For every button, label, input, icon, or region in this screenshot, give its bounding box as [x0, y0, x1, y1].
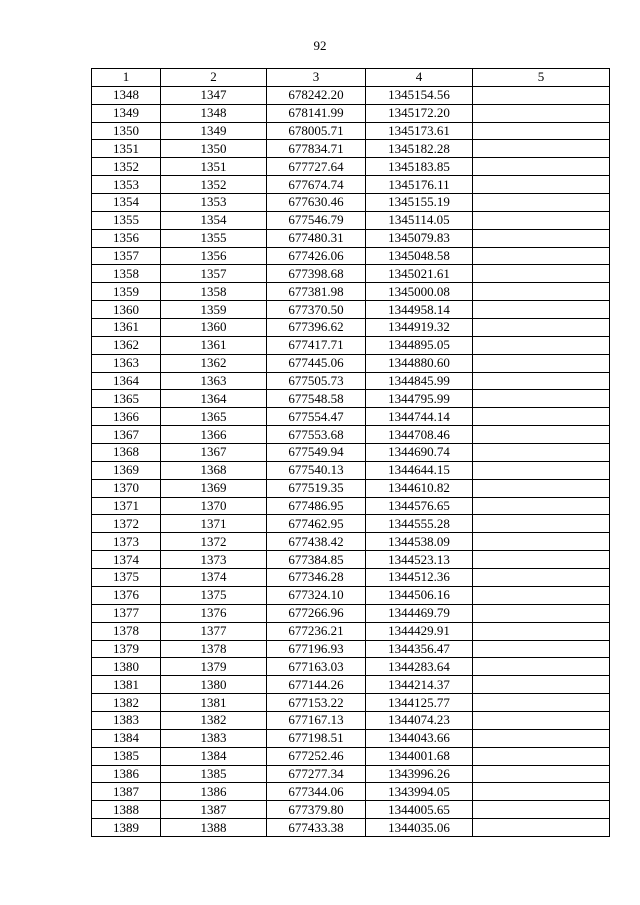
- table-cell-col-4: 1344001.68: [366, 747, 473, 765]
- table-cell-col-5: [473, 515, 610, 533]
- table-cell-col-4: 1345155.19: [366, 194, 473, 212]
- table-cell-col-3: 677144.26: [267, 676, 366, 694]
- table-row: [92, 604, 610, 622]
- table-cell-col-5: [473, 676, 610, 694]
- table-row: [92, 158, 610, 176]
- table-cell-col-1: 1388: [92, 801, 161, 819]
- table-row: [92, 819, 610, 837]
- table-cell-col-3: 677384.85: [267, 551, 366, 569]
- table-cell-col-4: 1344005.65: [366, 801, 473, 819]
- table-cell-col-2: 1358: [161, 283, 267, 301]
- table-cell-col-4: 1344744.14: [366, 408, 473, 426]
- table-cell-col-2: 1385: [161, 765, 267, 783]
- table-cell-col-3: 677554.47: [267, 408, 366, 426]
- table-cell-col-3: 677417.71: [267, 336, 366, 354]
- table-cell-col-3: 678242.20: [267, 86, 366, 104]
- table-cell-col-4: 1344708.46: [366, 426, 473, 444]
- table-row: [92, 140, 610, 158]
- table-cell-col-2: 1368: [161, 461, 267, 479]
- column-header-1: 1: [92, 69, 161, 87]
- table-cell-col-5: [473, 694, 610, 712]
- table-cell-col-3: 677196.93: [267, 640, 366, 658]
- table-cell-col-1: 1348: [92, 86, 161, 104]
- table-cell-col-1: 1373: [92, 533, 161, 551]
- table-cell-col-2: 1380: [161, 676, 267, 694]
- table-row: [92, 122, 610, 140]
- table-header-row: [92, 69, 610, 87]
- table-cell-col-2: 1367: [161, 444, 267, 462]
- table-cell-col-1: 1389: [92, 819, 161, 837]
- table-cell-col-4: 1345079.83: [366, 229, 473, 247]
- table-cell-col-2: 1383: [161, 729, 267, 747]
- table-cell-col-1: 1377: [92, 604, 161, 622]
- table-cell-col-2: 1379: [161, 658, 267, 676]
- table-cell-col-1: 1384: [92, 729, 161, 747]
- table-cell-col-5: [473, 390, 610, 408]
- table-cell-col-1: 1386: [92, 765, 161, 783]
- table-cell-col-2: 1376: [161, 604, 267, 622]
- table-cell-col-2: 1353: [161, 194, 267, 212]
- table-cell-col-1: 1357: [92, 247, 161, 265]
- table-cell-col-3: 677379.80: [267, 801, 366, 819]
- table-cell-col-1: 1354: [92, 194, 161, 212]
- table-cell-col-5: [473, 586, 610, 604]
- table-cell-col-1: 1362: [92, 336, 161, 354]
- table-cell-col-3: 677252.46: [267, 747, 366, 765]
- table-cell-col-5: [473, 265, 610, 283]
- table-cell-col-5: [473, 640, 610, 658]
- table-cell-col-3: 677344.06: [267, 783, 366, 801]
- column-header-2: 2: [161, 69, 267, 87]
- table-row: [92, 372, 610, 390]
- table-cell-col-3: 677324.10: [267, 586, 366, 604]
- table-cell-col-3: 677167.13: [267, 711, 366, 729]
- table-cell-col-2: 1374: [161, 569, 267, 587]
- table-row: [92, 640, 610, 658]
- table-cell-col-3: 677396.62: [267, 319, 366, 337]
- table-row: [92, 426, 610, 444]
- table-cell-col-3: 677674.74: [267, 176, 366, 194]
- table-cell-col-2: 1362: [161, 354, 267, 372]
- table-cell-col-5: [473, 479, 610, 497]
- table-cell-col-2: 1361: [161, 336, 267, 354]
- table-cell-col-5: [473, 604, 610, 622]
- table-cell-col-2: 1357: [161, 265, 267, 283]
- table-cell-col-4: 1343994.05: [366, 783, 473, 801]
- table-cell-col-2: 1350: [161, 140, 267, 158]
- table-cell-col-1: 1349: [92, 104, 161, 122]
- column-header-4: 4: [366, 69, 473, 87]
- table-cell-col-4: 1344429.91: [366, 622, 473, 640]
- table-cell-col-4: 1344644.15: [366, 461, 473, 479]
- table-cell-col-3: 677438.42: [267, 533, 366, 551]
- table-cell-col-1: 1371: [92, 497, 161, 515]
- table-cell-col-2: 1382: [161, 711, 267, 729]
- table-cell-col-2: 1355: [161, 229, 267, 247]
- table-cell-col-1: 1375: [92, 569, 161, 587]
- table-cell-col-2: 1373: [161, 551, 267, 569]
- table-cell-col-3: 677630.46: [267, 194, 366, 212]
- table-cell-col-5: [473, 497, 610, 515]
- table-cell-col-4: 1344469.79: [366, 604, 473, 622]
- table-row: [92, 729, 610, 747]
- table-cell-col-1: 1367: [92, 426, 161, 444]
- table-cell-col-2: 1365: [161, 408, 267, 426]
- table-cell-col-1: 1353: [92, 176, 161, 194]
- table-row: [92, 354, 610, 372]
- table-cell-col-3: 677486.95: [267, 497, 366, 515]
- table-cell-col-3: 677426.06: [267, 247, 366, 265]
- table-cell-col-1: 1356: [92, 229, 161, 247]
- column-header-3: 3: [267, 69, 366, 87]
- table-cell-col-1: 1374: [92, 551, 161, 569]
- table-cell-col-4: 1345154.56: [366, 86, 473, 104]
- table-cell-col-5: [473, 176, 610, 194]
- table-cell-col-1: 1381: [92, 676, 161, 694]
- table-row: [92, 783, 610, 801]
- table-cell-col-5: [473, 444, 610, 462]
- table-cell-col-4: 1344074.23: [366, 711, 473, 729]
- table-cell-col-3: 677540.13: [267, 461, 366, 479]
- table-cell-col-4: 1344610.82: [366, 479, 473, 497]
- table-row: [92, 194, 610, 212]
- table-cell-col-1: 1385: [92, 747, 161, 765]
- table-cell-col-2: 1356: [161, 247, 267, 265]
- table-cell-col-1: 1376: [92, 586, 161, 604]
- table-cell-col-2: 1375: [161, 586, 267, 604]
- table-row: [92, 176, 610, 194]
- table-cell-col-4: 1344125.77: [366, 694, 473, 712]
- table-row: [92, 283, 610, 301]
- table-cell-col-5: [473, 319, 610, 337]
- table-cell-col-2: 1378: [161, 640, 267, 658]
- table-cell-col-1: 1387: [92, 783, 161, 801]
- table-row: [92, 301, 610, 319]
- table-row: [92, 551, 610, 569]
- table-row: [92, 390, 610, 408]
- table-row: [92, 229, 610, 247]
- table-row: [92, 801, 610, 819]
- table-cell-col-5: [473, 372, 610, 390]
- table-row: [92, 444, 610, 462]
- table-cell-col-3: 677198.51: [267, 729, 366, 747]
- table-cell-col-1: 1366: [92, 408, 161, 426]
- table-row: [92, 104, 610, 122]
- table-cell-col-2: 1388: [161, 819, 267, 837]
- table-row: [92, 694, 610, 712]
- table-row: [92, 676, 610, 694]
- table-cell-col-4: 1344795.99: [366, 390, 473, 408]
- table-cell-col-4: 1344283.64: [366, 658, 473, 676]
- table-cell-col-4: 1345172.20: [366, 104, 473, 122]
- table-cell-col-2: 1386: [161, 783, 267, 801]
- table-cell-col-2: 1366: [161, 426, 267, 444]
- column-header-5: 5: [473, 69, 610, 87]
- table-row: [92, 319, 610, 337]
- table-cell-col-4: 1344958.14: [366, 301, 473, 319]
- table-cell-col-4: 1344895.05: [366, 336, 473, 354]
- table-cell-col-4: 1344845.99: [366, 372, 473, 390]
- table-cell-col-5: [473, 569, 610, 587]
- table-cell-col-2: 1347: [161, 86, 267, 104]
- table-cell-col-5: [473, 104, 610, 122]
- table-cell-col-1: 1369: [92, 461, 161, 479]
- table-row: [92, 497, 610, 515]
- table-cell-col-3: 677445.06: [267, 354, 366, 372]
- table-cell-col-4: 1345182.28: [366, 140, 473, 158]
- table-cell-col-1: 1379: [92, 640, 161, 658]
- table-cell-col-1: 1351: [92, 140, 161, 158]
- table-cell-col-1: 1360: [92, 301, 161, 319]
- table-cell-col-3: 677381.98: [267, 283, 366, 301]
- table-cell-col-3: 677546.79: [267, 211, 366, 229]
- table-row: [92, 533, 610, 551]
- table-cell-col-1: 1382: [92, 694, 161, 712]
- table-cell-col-3: 677236.21: [267, 622, 366, 640]
- table-cell-col-1: 1370: [92, 479, 161, 497]
- table-cell-col-1: 1363: [92, 354, 161, 372]
- table-cell-col-1: 1380: [92, 658, 161, 676]
- table-cell-col-3: 677553.68: [267, 426, 366, 444]
- table-row: [92, 86, 610, 104]
- table-cell-col-1: 1368: [92, 444, 161, 462]
- table-cell-col-4: 1345048.58: [366, 247, 473, 265]
- table-cell-col-5: [473, 283, 610, 301]
- table-cell-col-2: 1377: [161, 622, 267, 640]
- table-cell-col-2: 1381: [161, 694, 267, 712]
- table-cell-col-5: [473, 729, 610, 747]
- table-row: [92, 211, 610, 229]
- table-cell-col-2: 1354: [161, 211, 267, 229]
- table-cell-col-2: 1349: [161, 122, 267, 140]
- table-cell-col-4: 1344880.60: [366, 354, 473, 372]
- table-cell-col-1: 1378: [92, 622, 161, 640]
- table-cell-col-3: 677834.71: [267, 140, 366, 158]
- table-row: [92, 247, 610, 265]
- table-cell-col-5: [473, 783, 610, 801]
- coordinates-table: [91, 68, 610, 837]
- table-cell-col-4: 1344035.06: [366, 819, 473, 837]
- table-cell-col-5: [473, 158, 610, 176]
- table-cell-col-3: 678141.99: [267, 104, 366, 122]
- table-row: [92, 461, 610, 479]
- table-cell-col-1: 1355: [92, 211, 161, 229]
- table-cell-col-5: [473, 229, 610, 247]
- table-cell-col-5: [473, 622, 610, 640]
- table-cell-col-4: 1344506.16: [366, 586, 473, 604]
- table-cell-col-1: 1350: [92, 122, 161, 140]
- page-number: 92: [313, 38, 327, 53]
- table-cell-col-2: 1348: [161, 104, 267, 122]
- table-cell-col-3: 677519.35: [267, 479, 366, 497]
- table-cell-col-3: 677549.94: [267, 444, 366, 462]
- table-cell-col-4: 1344214.37: [366, 676, 473, 694]
- table-cell-col-3: 678005.71: [267, 122, 366, 140]
- table-row: [92, 479, 610, 497]
- table-cell-col-1: 1361: [92, 319, 161, 337]
- table-cell-col-5: [473, 354, 610, 372]
- table-cell-col-5: [473, 551, 610, 569]
- table-cell-col-5: [473, 211, 610, 229]
- table-cell-col-1: 1359: [92, 283, 161, 301]
- table-cell-col-4: 1344690.74: [366, 444, 473, 462]
- table-row: [92, 711, 610, 729]
- table-cell-col-2: 1351: [161, 158, 267, 176]
- table-cell-col-3: 677433.38: [267, 819, 366, 837]
- table-cell-col-4: 1344538.09: [366, 533, 473, 551]
- table-cell-col-4: 1345173.61: [366, 122, 473, 140]
- table-cell-col-4: 1344555.28: [366, 515, 473, 533]
- table-cell-col-5: [473, 408, 610, 426]
- table-cell-col-4: 1344043.66: [366, 729, 473, 747]
- table-cell-col-5: [473, 533, 610, 551]
- table-row: [92, 586, 610, 604]
- table-cell-col-1: 1358: [92, 265, 161, 283]
- table-cell-col-3: 677266.96: [267, 604, 366, 622]
- table-cell-col-2: 1352: [161, 176, 267, 194]
- table-row: [92, 765, 610, 783]
- table-cell-col-2: 1384: [161, 747, 267, 765]
- table-cell-col-4: 1345176.11: [366, 176, 473, 194]
- table-cell-col-5: [473, 461, 610, 479]
- table-cell-col-3: 677480.31: [267, 229, 366, 247]
- table-row: [92, 569, 610, 587]
- table-row: [92, 658, 610, 676]
- table-cell-col-2: 1387: [161, 801, 267, 819]
- table-cell-col-5: [473, 140, 610, 158]
- table-cell-col-2: 1363: [161, 372, 267, 390]
- table-cell-col-2: 1359: [161, 301, 267, 319]
- table-row: [92, 408, 610, 426]
- table-cell-col-2: 1369: [161, 479, 267, 497]
- table-cell-col-4: 1343996.26: [366, 765, 473, 783]
- table-cell-col-1: 1383: [92, 711, 161, 729]
- table-cell-col-3: 677163.03: [267, 658, 366, 676]
- table-row: [92, 622, 610, 640]
- table-cell-col-5: [473, 747, 610, 765]
- table-cell-col-1: 1364: [92, 372, 161, 390]
- table-cell-col-3: 677277.34: [267, 765, 366, 783]
- table-cell-col-2: 1364: [161, 390, 267, 408]
- table-cell-col-5: [473, 194, 610, 212]
- table-cell-col-2: 1370: [161, 497, 267, 515]
- table-cell-col-3: 677398.68: [267, 265, 366, 283]
- table-cell-col-4: 1344512.36: [366, 569, 473, 587]
- table-cell-col-4: 1345021.61: [366, 265, 473, 283]
- table-cell-col-5: [473, 336, 610, 354]
- table-cell-col-5: [473, 86, 610, 104]
- table-cell-col-5: [473, 426, 610, 444]
- table-cell-col-5: [473, 247, 610, 265]
- table-cell-col-5: [473, 658, 610, 676]
- table-body: [92, 86, 610, 836]
- table-cell-col-4: 1345114.05: [366, 211, 473, 229]
- table-cell-col-5: [473, 765, 610, 783]
- table-row: [92, 336, 610, 354]
- table-cell-col-1: 1372: [92, 515, 161, 533]
- table-cell-col-3: 677505.73: [267, 372, 366, 390]
- table-cell-col-4: 1344523.13: [366, 551, 473, 569]
- table-cell-col-2: 1371: [161, 515, 267, 533]
- table-cell-col-2: 1360: [161, 319, 267, 337]
- table-cell-col-4: 1345183.85: [366, 158, 473, 176]
- table-row: [92, 747, 610, 765]
- table-cell-col-5: [473, 301, 610, 319]
- table-cell-col-3: 677370.50: [267, 301, 366, 319]
- table-cell-col-4: 1345000.08: [366, 283, 473, 301]
- table-cell-col-3: 677153.22: [267, 694, 366, 712]
- table-cell-col-3: 677727.64: [267, 158, 366, 176]
- table-cell-col-5: [473, 819, 610, 837]
- table-row: [92, 265, 610, 283]
- table-cell-col-4: 1344576.65: [366, 497, 473, 515]
- table-cell-col-1: 1365: [92, 390, 161, 408]
- table-cell-col-3: 677548.58: [267, 390, 366, 408]
- table-cell-col-2: 1372: [161, 533, 267, 551]
- table-cell-col-5: [473, 122, 610, 140]
- table-cell-col-3: 677462.95: [267, 515, 366, 533]
- table-cell-col-4: 1344356.47: [366, 640, 473, 658]
- table-cell-col-3: 677346.28: [267, 569, 366, 587]
- table-cell-col-5: [473, 801, 610, 819]
- table-cell-col-5: [473, 711, 610, 729]
- table-cell-col-1: 1352: [92, 158, 161, 176]
- table-row: [92, 515, 610, 533]
- table-cell-col-4: 1344919.32: [366, 319, 473, 337]
